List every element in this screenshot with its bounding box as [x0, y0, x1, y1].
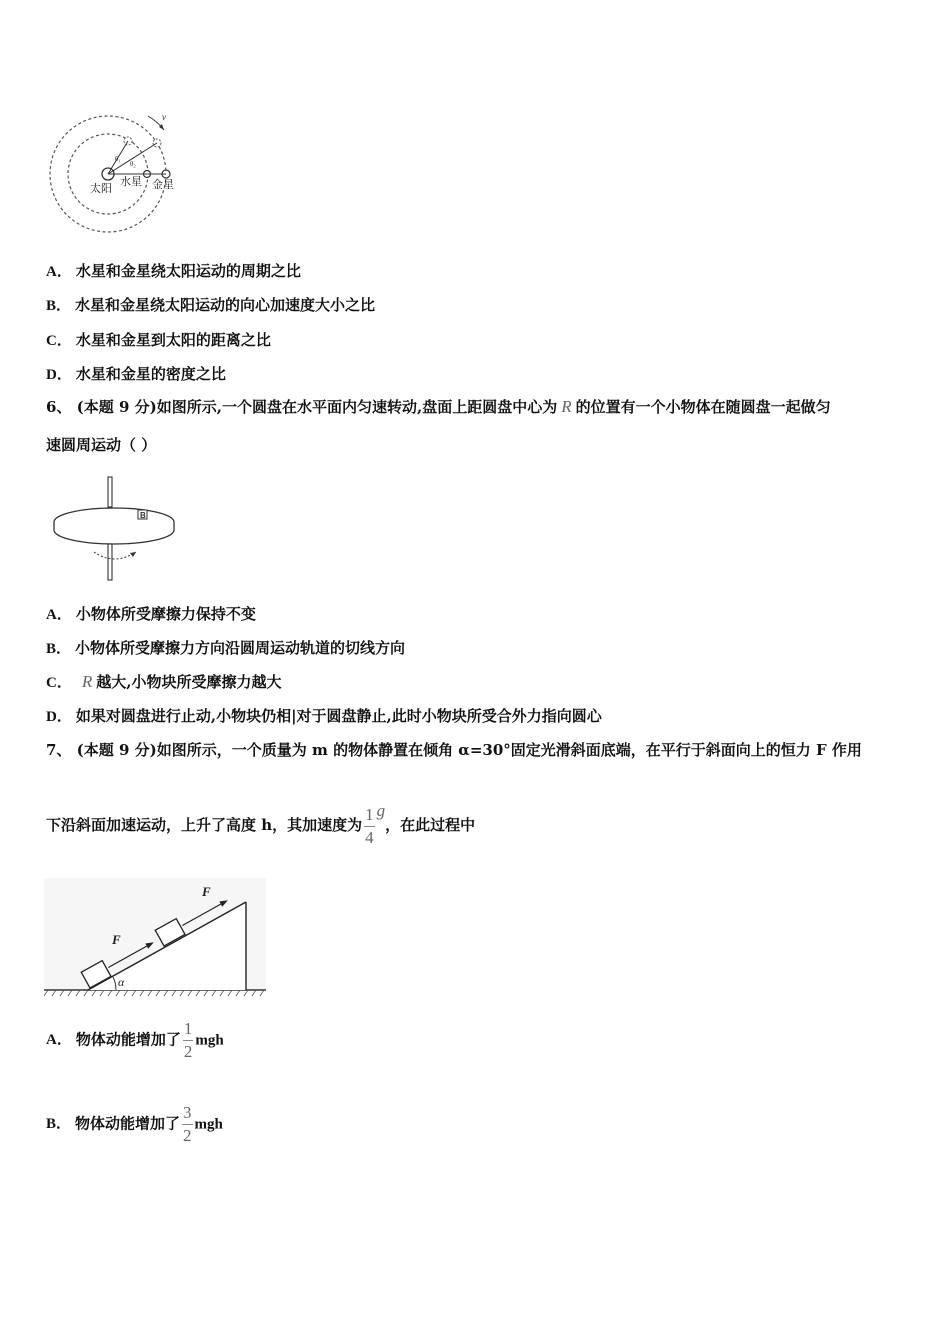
q6-option-d: D． 如果对圆盘进行止动,小物块仍相|对于圆盘静止,此时小物块所受合外力指向圆心	[46, 707, 602, 725]
disk-block-label: B	[140, 511, 146, 520]
q6-option-a: A． 小物体所受摩擦力保持不变	[46, 605, 256, 623]
force-label-bottom: F	[112, 932, 121, 947]
q6-option-b: B． 小物体所受摩擦力方向沿圆周运动轨道的切线方向	[46, 639, 406, 657]
var-g: g	[376, 801, 386, 820]
var-r: R	[81, 672, 93, 691]
venus-label: 金星	[152, 178, 174, 191]
q6-option-c: C． R 越大,小物块所受摩擦力越大	[46, 672, 282, 691]
q7-option-b: B． 物体动能增加了 $\frac{3}{2}$ mgh	[46, 1103, 223, 1145]
q6-stem-line2: 速圆周运动（ ）	[46, 436, 157, 454]
incline-figure	[44, 878, 270, 1004]
fraction-one-half: $\frac{1}{2}$	[183, 1019, 193, 1061]
accel-fraction: $\frac{1}{4}$	[365, 804, 374, 847]
q5-option-b: B． 水星和金星绕太阳运动的向心加速度大小之比	[46, 296, 376, 314]
v-label: v	[162, 112, 166, 122]
q7-option-a: A． 物体动能增加了 $\frac{1}{2}$ mgh	[46, 1019, 224, 1061]
fraction-three-halves: $\frac{3}{2}$	[183, 1103, 192, 1145]
orbit-figure	[44, 108, 184, 236]
force-label-top: F	[202, 884, 211, 899]
q5-option-a: A． 水星和金星绕太阳运动的周期之比	[46, 262, 301, 280]
var-r: R	[561, 397, 572, 416]
mercury-label: 水星	[120, 175, 142, 188]
sun-label: 太阳	[90, 182, 112, 195]
theta2-label: θ₂	[130, 160, 136, 168]
q6-stem-line1: 6、 (本题 9 分)如图所示,一个圆盘在水平面内匀速转动,盘面上距圆盘中心为 R 的位置有一个小物体在随圆盘一起做匀	[46, 397, 831, 416]
theta1-label: θ₁	[115, 155, 121, 163]
q7-stem-line2: 下沿斜面加速运动，上升了高度 h，其加速度为 $\frac{1}{4}$ g，在此过程中	[46, 801, 476, 847]
q5-option-c: C． 水星和金星到太阳的距离之比	[46, 331, 271, 349]
disk-figure	[44, 474, 184, 582]
q5-option-d: D． 水星和金星的密度之比	[46, 365, 226, 383]
alpha-label: α	[118, 975, 125, 989]
q7-stem-line1: 7、 (本题 9 分)如图所示，一个质量为 m 的物体静置在倾角 α=30°固定光滑斜面底端，在平行于斜面向上的恒力 F 作用	[46, 741, 862, 759]
